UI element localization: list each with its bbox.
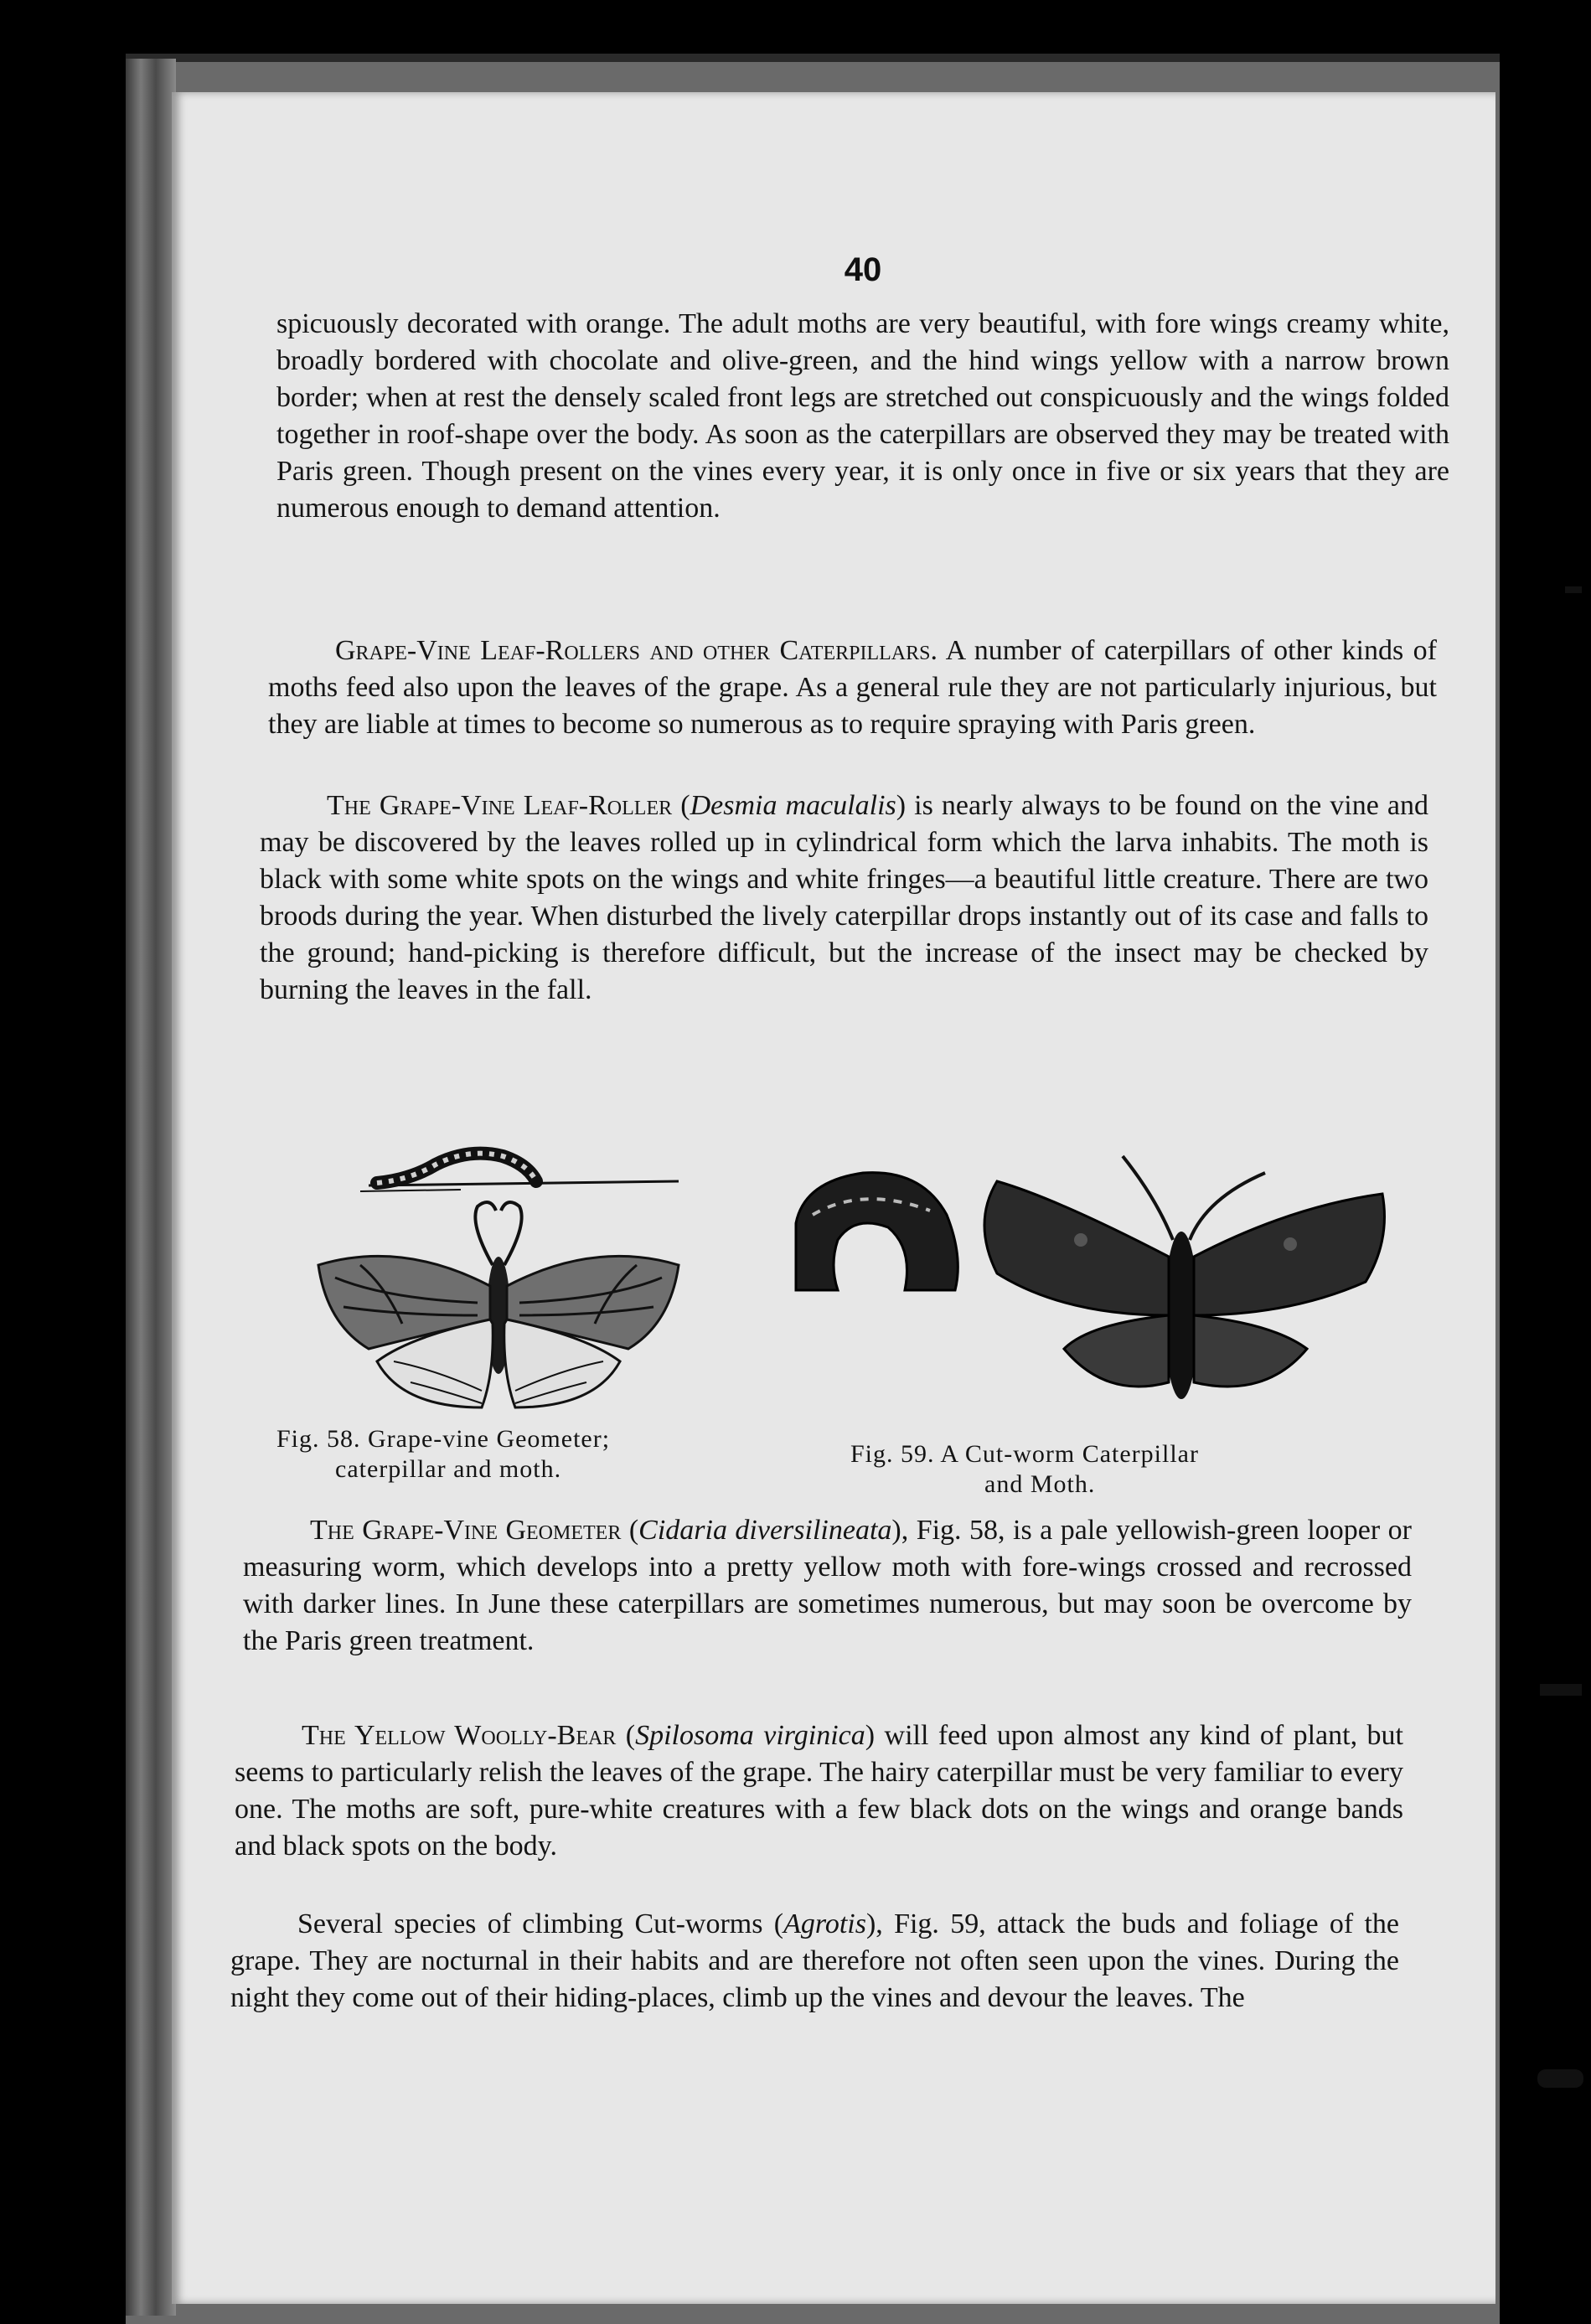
section-heading: The Grape-Vine Geometer	[310, 1515, 622, 1546]
paren: (	[672, 790, 690, 821]
scan-background	[1500, 0, 1591, 2324]
scientific-name: Agrotis	[783, 1908, 866, 1939]
paragraph-text: A number of caterpillars of other kinds of moths feed also upon the leaves of the grape. As a general rule they are not particularly injurious, but they are liable at times to become so numerous as to require spraying with Paris green.	[268, 635, 1437, 740]
paragraph-5	[235, 1717, 1403, 1865]
paragraph-text: ) will feed upon almost any kind of plant, but seems to particularly relish the leaves of the grape. The hairy caterpillar must be very familiar to every one. The moths are soft, pure-white creatures with a few black dots on the wings and orange bands and black spots on the body.	[235, 1720, 1403, 1862]
caption-line: and Moth.	[984, 1470, 1096, 1498]
paren: (	[621, 1515, 639, 1546]
figure-58-caption	[276, 1424, 610, 1485]
section-heading: Grape-Vine Leaf-Rollers and other Caterpillars.	[335, 635, 938, 666]
paragraph-3	[260, 788, 1428, 1009]
figure-59-caption	[850, 1439, 1199, 1500]
cut-worm-illustration	[788, 1148, 1391, 1424]
grape-vine-geometer-illustration	[310, 1139, 695, 1416]
scientific-name: Spilosoma virginica	[635, 1720, 865, 1751]
book-spine-edge	[126, 59, 176, 2316]
paragraph-text: ), Fig. 59, attack the buds and foliage of the grape. They are nocturnal in their habits and are therefore not often seen upon the vines. During the night they come out of their hiding-places, climb up the vines and devour the leaves. The	[230, 1908, 1399, 2013]
scan-speck	[1565, 586, 1582, 593]
page-number: 40	[844, 251, 882, 288]
scientific-name: Desmia maculalis	[690, 790, 896, 821]
caption-line: Fig. 58. Grape-vine Geometer;	[276, 1425, 611, 1453]
caption-line: caterpillar and moth.	[335, 1455, 562, 1483]
paragraph-text: ) is nearly always to be found on the vine and may be discovered by the leaves rolled up in cylindrical form which the larva inhabits. The moth is black with some white spots on the wings and white fringes—a beautiful little creature. There are two broods during the year. When disturbed the lively caterpillar drops instantly out of its case and falls to the ground; hand-picking is therefore difficult, but the increase of the insect may be checked by burning the leaves in the fall.	[260, 790, 1429, 1005]
section-heading: The Yellow Woolly-Bear	[302, 1720, 617, 1751]
paren: (	[616, 1720, 636, 1751]
scan-speck	[1540, 1684, 1582, 1696]
paragraph-4	[243, 1512, 1412, 1660]
paragraph-text: ), Fig. 58, is a pale yellowish-green looper or measuring worm, which develops into a pretty yellow moth with fore-wings crossed and recrossed with darker lines. In June these caterpillars are sometimes numerous, but may soon be overcome by the Paris green treatment.	[243, 1515, 1412, 1656]
paragraph-1	[276, 306, 1449, 527]
paragraph-text: spicuously decorated with orange. The adult moths are very beautiful, with fore wings creamy white, broadly bordered with chocolate and olive-green, and the hind wings yellow with a narrow brown border; when at rest the densely scaled front legs are stretched out conspicuously and the wings folded together in roof-shape over the body. As soon as the caterpillars are observed they may be treated with Paris green. Though present on the vines every year, it is only once in five or six years that they are numerous enough to demand attention.	[276, 308, 1449, 524]
paragraph-2	[268, 633, 1437, 743]
scientific-name: Cidaria diversilineata	[638, 1515, 892, 1546]
scan-speck	[1537, 2069, 1583, 2088]
section-heading: The Grape-Vine Leaf-Roller	[327, 790, 673, 821]
paragraph-6	[230, 1906, 1399, 2017]
paragraph-text: Several species of climbing Cut-worms (	[297, 1908, 784, 1939]
caption-line: Fig. 59. A Cut-worm Caterpillar	[850, 1440, 1199, 1468]
